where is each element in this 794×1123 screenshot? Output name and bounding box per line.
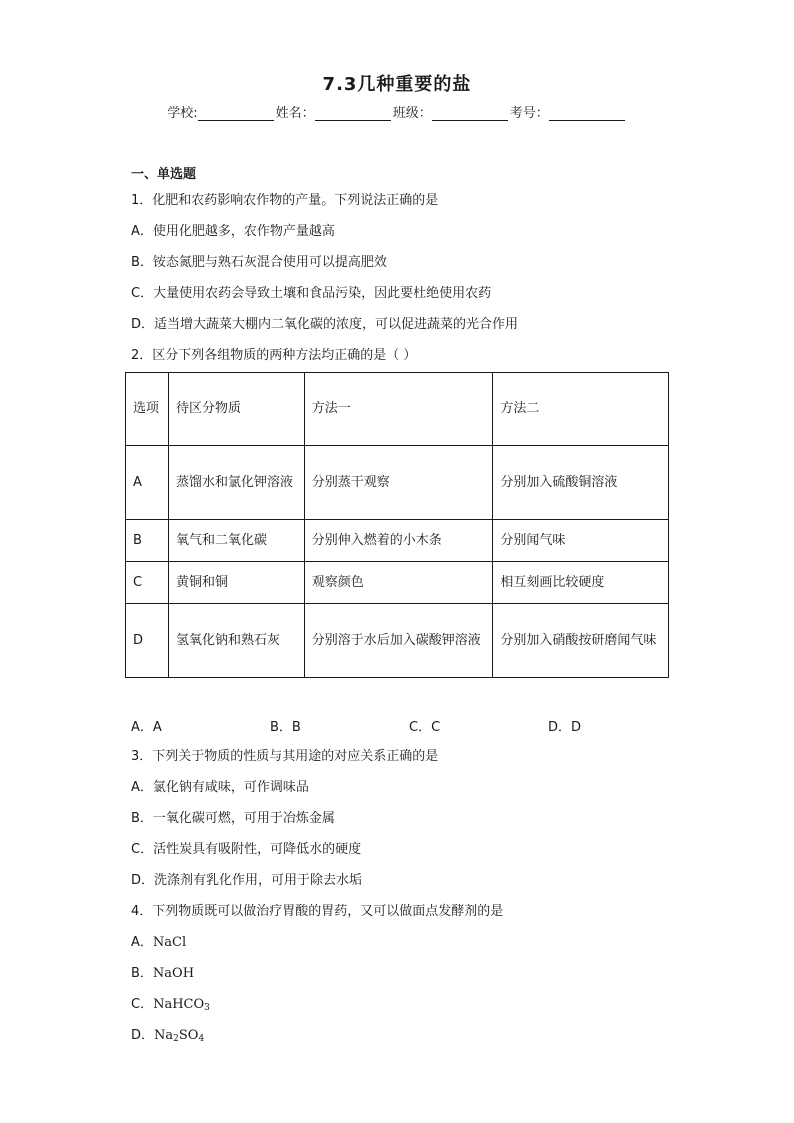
q2-stem: 2．区分下列各组物质的两种方法均正确的是（ ）	[131, 348, 417, 363]
student-info-line	[0, 102, 794, 121]
chemical-formula: NaOH	[152, 966, 195, 981]
table-cell: 分别蒸干观察	[304, 446, 493, 520]
q3-option-b[interactable]: B．一氧化碳可燃，可用于冶炼金属	[131, 811, 335, 826]
formula-subscript: 2	[173, 1034, 179, 1044]
table-header-cell: 待区分物质	[168, 373, 304, 446]
q4-option-d[interactable]	[131, 1027, 204, 1045]
section-heading: 一、单选题	[131, 167, 197, 182]
option-prefix: C．	[131, 997, 154, 1012]
table-row	[126, 604, 669, 678]
table-cell: 氢氧化钠和熟石灰	[168, 604, 304, 678]
table-row	[126, 446, 669, 520]
chemical-formula-tail: SO	[178, 1028, 199, 1043]
q2-option-c[interactable]: C．C	[409, 720, 441, 735]
table-header-cell: 方法二	[493, 373, 669, 446]
q4-option-a[interactable]	[131, 934, 186, 952]
q1-option-d[interactable]: D．适当增大蔬菜大棚内二氧化碳的浓度，可以促进蔬菜的光合作用	[131, 317, 519, 332]
school-blank[interactable]	[198, 106, 274, 121]
table-cell: D	[126, 604, 169, 678]
q3-stem: 3．下列关于物质的性质与其用途的对应关系正确的是	[131, 749, 439, 764]
table-header-cell: 选项	[126, 373, 169, 446]
chemical-formula: NaHCO	[153, 997, 205, 1012]
table-cell: 分别加入硫酸铜溶液	[493, 446, 669, 520]
class-blank[interactable]	[432, 106, 508, 121]
table-cell: 蒸馏水和氯化钾溶液	[168, 446, 304, 520]
table-cell: 观察颜色	[304, 562, 493, 604]
number-blank[interactable]	[549, 106, 625, 121]
table-header-row	[126, 373, 669, 446]
q4-option-c[interactable]	[131, 996, 210, 1014]
option-prefix: D．	[131, 1028, 155, 1043]
q1-option-c[interactable]: C．大量使用农药会导致土壤和食品污染，因此要杜绝使用农药	[131, 286, 492, 301]
name-blank[interactable]	[315, 106, 391, 121]
table-cell: 氧气和二氧化碳	[168, 520, 304, 562]
table-cell: 分别闻气味	[493, 520, 669, 562]
table-cell: 相互刻画比较硬度	[493, 562, 669, 604]
q3-option-c[interactable]: C．活性炭具有吸附性，可降低水的硬度	[131, 842, 362, 857]
q4-stem: 4．下列物质既可以做治疗胃酸的胃药，又可以做面点发酵剂的是	[131, 904, 504, 919]
q4-option-b[interactable]	[131, 965, 194, 983]
q1-option-a[interactable]: A．使用化肥越多，农作物产量越高	[131, 224, 335, 239]
chemical-formula: Na	[154, 1028, 174, 1043]
table-row	[126, 562, 669, 604]
class-label: 班级：	[392, 106, 432, 121]
chemical-formula: NaCl	[152, 935, 187, 950]
q1-option-b[interactable]: B．铵态氮肥与熟石灰混合使用可以提高肥效	[131, 255, 387, 270]
q3-option-d[interactable]: D．洗涤剂有乳化作用，可用于除去水垢	[131, 873, 363, 888]
formula-subscript: 4	[198, 1034, 205, 1044]
q1-stem: 1．化肥和农药影响农作物的产量。下列说法正确的是	[131, 193, 439, 208]
worksheet-title: 7.3几种重要的盐	[322, 74, 472, 95]
q2-option-a[interactable]: A．A	[131, 720, 162, 735]
table-cell: A	[126, 446, 169, 520]
table-cell: 分别伸入燃着的小木条	[304, 520, 493, 562]
table-cell: C	[126, 562, 169, 604]
q3-option-a[interactable]: A．氯化钠有咸味，可作调味品	[131, 780, 309, 795]
q2-option-b[interactable]: B．B	[270, 720, 301, 735]
table-cell: 分别加入硝酸按研磨闻气味	[493, 604, 669, 678]
table-cell: B	[126, 520, 169, 562]
formula-subscript: 3	[204, 1003, 210, 1013]
name-label: 姓名：	[275, 106, 315, 121]
table-cell: 分别溶于水后加入碳酸钾溶液	[304, 604, 493, 678]
table-cell: 黄铜和铜	[168, 562, 304, 604]
number-label: 考号：	[509, 106, 549, 121]
q2-option-d[interactable]: D．D	[548, 720, 582, 735]
option-prefix: A．	[131, 935, 153, 950]
table-header-cell: 方法一	[304, 373, 493, 446]
table-row	[126, 520, 669, 562]
school-label: 学校:	[167, 106, 198, 121]
option-prefix: B．	[131, 966, 153, 981]
q2-table	[125, 372, 669, 678]
